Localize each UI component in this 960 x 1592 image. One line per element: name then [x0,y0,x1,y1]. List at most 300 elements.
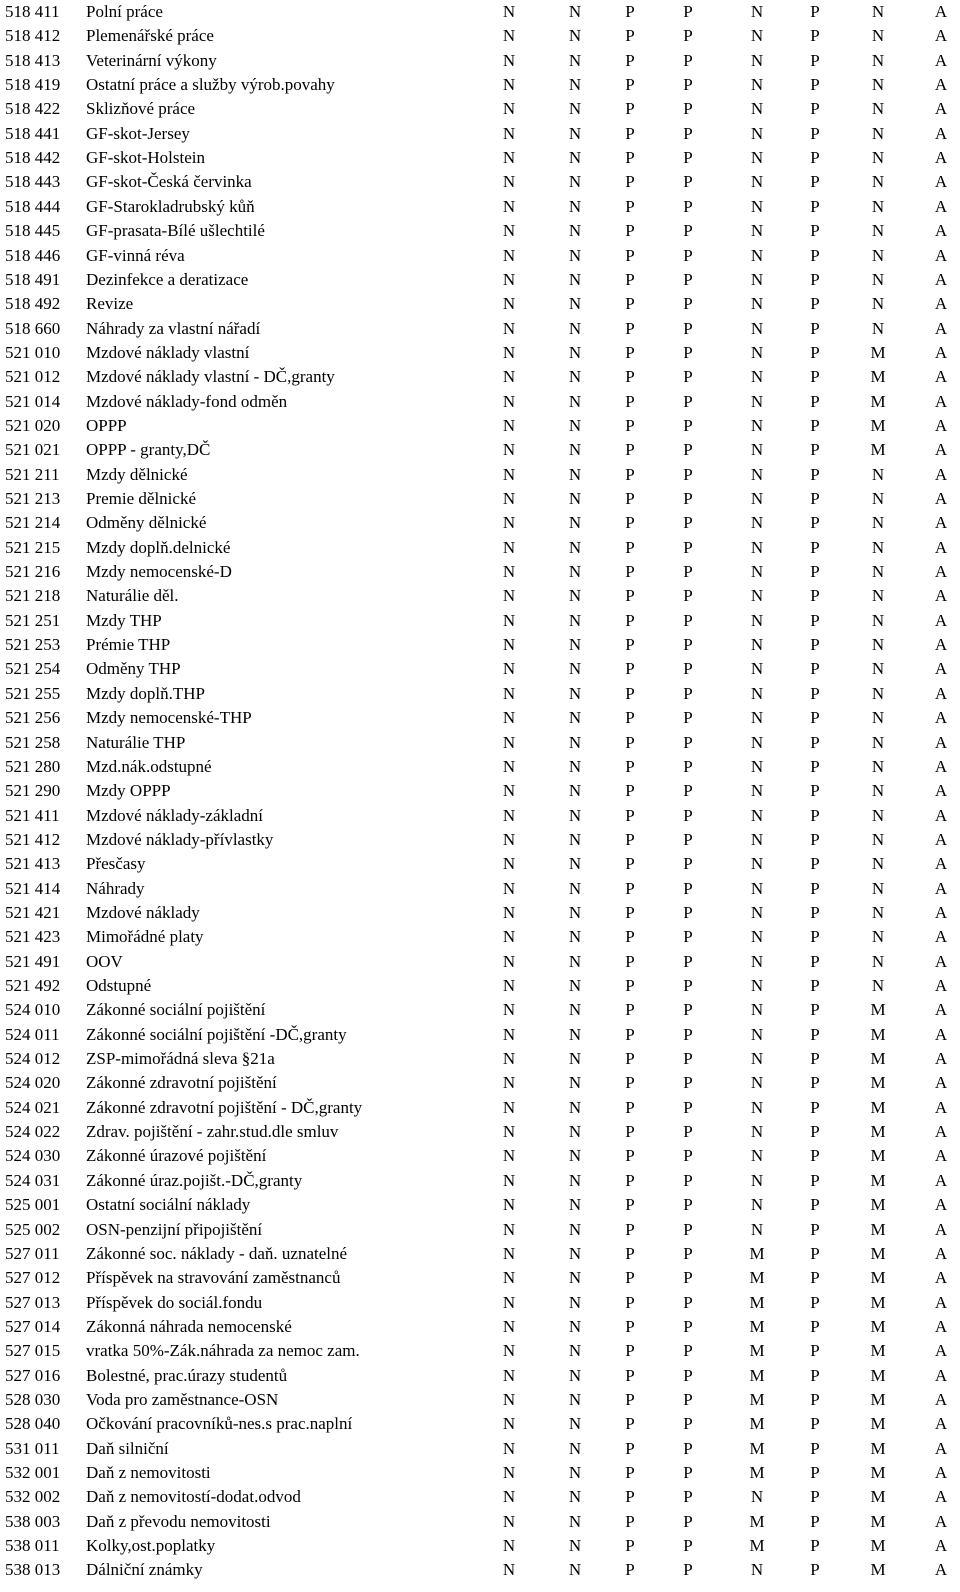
flag-cell: A [934,732,948,752]
flag-cell: P [683,1292,693,1312]
flag-cell: N [568,367,582,387]
flag-cell: N [568,708,582,728]
flag-cell: N [750,294,764,314]
flag-cell: N [502,1316,516,1336]
flag-cell: N [871,635,885,655]
flag-cell: P [810,99,820,119]
table-row [0,1218,960,1242]
flag-cell: N [568,440,582,460]
flag-cell: M [749,1511,765,1531]
flag-cell: N [871,829,885,849]
flag-cell: P [810,1536,820,1556]
account-description: Dálniční známky [86,1560,203,1580]
flag-cell: N [750,269,764,289]
flag-cell: A [934,562,948,582]
flag-cell: P [810,1243,820,1263]
flag-cell: N [568,902,582,922]
account-number: 518 492 [5,294,61,314]
flag-cell: N [502,659,516,679]
table-row [0,560,960,584]
flag-cell: N [502,391,516,411]
flag-cell: P [683,318,693,338]
flag-cell: N [502,1365,516,1385]
flag-cell: N [750,464,764,484]
account-number: 521 218 [5,586,61,606]
flag-cell: M [749,1268,765,1288]
table-row [0,901,960,925]
flag-cell: N [568,342,582,362]
account-description: Očkování pracovníků-nes.s prac.naplní [86,1414,353,1434]
flag-cell: P [810,391,820,411]
flag-cell: P [625,854,635,874]
flag-cell: A [934,976,948,995]
flag-cell: N [750,26,764,46]
flag-cell: A [934,1463,948,1482]
flag-cell: N [502,489,516,508]
flag-cell: P [810,708,820,728]
flag-cell: P [625,1000,635,1020]
flag-cell: N [871,123,885,143]
flag-cell: N [871,148,885,168]
table-row [0,877,960,901]
account-description: Zákonné zdravotní pojištění - DČ,granty [86,1097,363,1117]
flag-cell: N [502,1536,516,1556]
flag-cell: N [502,318,516,338]
flag-cell: N [502,708,516,728]
flag-cell: P [683,708,693,728]
flag-cell: N [502,221,516,241]
flag-cell: P [810,269,820,289]
account-number: 538 013 [5,1560,61,1580]
flag-cell: P [810,1438,820,1458]
flag-cell: P [683,854,693,874]
flag-cell: N [568,245,582,265]
flag-cell: P [810,586,820,606]
account-number: 532 002 [5,1487,61,1507]
flag-cell: N [871,537,885,557]
flag-cell: N [750,781,764,801]
account-description: Naturálie děl. [86,586,179,606]
account-number: 527 015 [5,1341,61,1361]
flag-cell: P [810,1511,820,1531]
account-description: Voda pro zaměstnance-OSN [86,1389,279,1409]
account-description: Veterinární výkony [86,50,217,70]
flag-cell: N [871,586,885,606]
table-row [0,950,960,974]
flag-cell: N [750,537,764,557]
flag-cell: N [502,1268,516,1288]
flag-cell: P [625,75,635,95]
flag-cell: N [502,294,516,314]
flag-cell: N [750,1000,764,1020]
table-row [0,195,960,219]
flag-cell: N [750,245,764,265]
flag-cell: P [683,635,693,655]
account-description: Příspěvek do sociál.fondu [86,1292,263,1312]
flag-cell: N [568,610,582,630]
flag-cell: P [625,99,635,119]
flag-cell: A [934,1097,948,1117]
flag-cell: N [502,172,516,192]
account-number: 521 214 [5,513,61,533]
account-number: 518 442 [5,148,61,168]
flag-cell: P [810,854,820,874]
account-description: Daň z nemovitosti [86,1463,211,1482]
table-row [0,682,960,706]
flag-cell: M [749,1463,765,1482]
flag-cell: A [934,1073,948,1093]
flag-cell: N [568,878,582,898]
flag-cell: N [502,464,516,484]
table-row [0,609,960,633]
flag-cell: P [810,976,820,995]
flag-cell: P [810,318,820,338]
flag-cell: A [934,26,948,46]
flag-cell: N [750,683,764,703]
account-number: 521 255 [5,683,61,703]
flag-cell: N [750,1146,764,1166]
flag-cell: P [625,1195,635,1215]
flag-cell: N [502,1170,516,1190]
flag-cell: N [750,367,764,387]
account-description: Zákonné sociální pojištění [86,1000,266,1020]
flag-cell: A [934,854,948,874]
flag-cell: P [625,1560,635,1580]
table-row [0,731,960,755]
flag-cell: A [934,902,948,922]
account-number: 518 412 [5,26,61,46]
account-description: Ostatní práce a služby výrob.povahy [86,75,335,95]
flag-cell: M [870,391,886,411]
flag-cell: N [502,1024,516,1044]
flag-cell: P [625,50,635,70]
flag-cell: N [871,75,885,95]
flag-cell: P [810,367,820,387]
account-number: 521 020 [5,415,61,435]
account-description: Mzdové náklady vlastní [86,342,250,362]
flag-cell: N [568,1219,582,1239]
flag-cell: P [625,1170,635,1190]
account-description: ZSP-mimořádná sleva §21a [86,1049,275,1069]
flag-cell: A [934,1170,948,1190]
flag-cell: P [683,1122,693,1142]
flag-cell: N [871,659,885,679]
flag-cell: P [683,1097,693,1117]
flag-cell: P [625,1073,635,1093]
flag-cell: N [502,342,516,362]
flag-cell: P [683,172,693,192]
flag-cell: N [502,1389,516,1409]
flag-cell: N [502,1243,516,1263]
account-description: Mzdy dělnické [86,464,188,484]
flag-cell: N [750,732,764,752]
flag-cell: P [625,805,635,825]
flag-cell: N [750,610,764,630]
flag-cell: P [625,951,635,971]
flag-cell: M [870,1219,886,1239]
flag-cell: A [934,1560,948,1580]
flag-cell: N [568,854,582,874]
account-number: 521 491 [5,951,61,971]
flag-cell: P [810,489,820,508]
table-row [0,122,960,146]
flag-cell: N [750,756,764,776]
account-description: Premie dělnické [86,489,196,508]
flag-cell: N [871,221,885,241]
flag-cell: P [683,391,693,411]
flag-cell: M [870,1463,886,1482]
flag-cell: P [625,123,635,143]
flag-cell: A [934,1316,948,1336]
flag-cell: P [810,415,820,435]
flag-cell: N [871,2,885,21]
table-row [0,49,960,73]
account-description: Náhrady [86,878,145,898]
flag-cell: P [810,683,820,703]
flag-cell: P [810,659,820,679]
flag-cell: M [870,342,886,362]
account-number: 521 280 [5,756,61,776]
flag-cell: N [568,1122,582,1142]
account-description: Mzdové náklady-fond odměn [86,391,288,411]
account-number: 521 290 [5,781,61,801]
flag-cell: N [750,513,764,533]
flag-cell: P [625,732,635,752]
flag-cell: M [870,1536,886,1556]
account-number: 527 012 [5,1268,61,1288]
flag-cell: P [625,1243,635,1263]
flag-cell: N [568,1170,582,1190]
flag-cell: N [502,1122,516,1142]
table-row [0,852,960,876]
flag-cell: M [870,1414,886,1434]
flag-cell: P [683,610,693,630]
flag-cell: A [934,1487,948,1507]
flag-cell: P [625,1292,635,1312]
flag-cell: P [810,1316,820,1336]
flag-cell: P [683,415,693,435]
flag-cell: M [870,1122,886,1142]
flag-cell: N [750,2,764,21]
account-description: Bolestné, prac.úrazy studentů [86,1365,288,1385]
flag-cell: P [810,172,820,192]
flag-cell: P [810,1195,820,1215]
account-number: 521 211 [5,464,60,484]
flag-cell: N [502,1195,516,1215]
flag-cell: A [934,318,948,338]
flag-cell: A [934,1122,948,1142]
account-description: Zákonné úraz.pojišt.-DČ,granty [86,1170,303,1190]
flag-cell: P [810,1365,820,1385]
account-number: 518 444 [5,196,61,216]
flag-cell: N [750,659,764,679]
flag-cell: N [502,245,516,265]
flag-cell: M [870,1316,886,1336]
flag-cell: P [810,50,820,70]
account-description: Mzdy nemocenské-THP [86,708,252,728]
flag-cell: N [750,976,764,995]
flag-cell: P [683,464,693,484]
flag-cell: M [870,1560,886,1580]
flag-cell: P [625,513,635,533]
flag-cell: P [810,781,820,801]
flag-cell: N [871,756,885,776]
flag-cell: N [568,659,582,679]
flag-cell: N [750,854,764,874]
flag-cell: A [934,1365,948,1385]
account-description: Kolky,ost.poplatky [86,1536,216,1556]
flag-cell: N [502,1341,516,1361]
flag-cell: N [502,1146,516,1166]
flag-cell: P [810,26,820,46]
account-number: 521 253 [5,635,61,655]
account-description: Mzdy OPPP [86,781,171,801]
flag-cell: A [934,635,948,655]
flag-cell: P [625,1146,635,1166]
account-number: 521 492 [5,976,61,995]
table-row [0,1364,960,1388]
flag-cell: N [502,610,516,630]
flag-cell: P [810,610,820,630]
table-row [0,146,960,170]
flag-cell: N [502,75,516,95]
flag-cell: P [625,415,635,435]
account-number: 518 446 [5,245,61,265]
flag-cell: M [749,1243,765,1263]
account-description: Odstupné [86,976,152,995]
flag-cell: P [683,1365,693,1385]
flag-cell: N [750,221,764,241]
flag-cell: P [683,489,693,508]
flag-cell: P [810,927,820,947]
flag-cell: A [934,708,948,728]
flag-cell: M [870,1511,886,1531]
flag-cell: P [625,586,635,606]
table-row [0,1315,960,1339]
table-row [0,317,960,341]
flag-cell: N [502,586,516,606]
flag-cell: P [810,1463,820,1482]
flag-cell: A [934,1414,948,1434]
account-number: 527 014 [5,1316,61,1336]
table-row [0,365,960,389]
flag-cell: P [683,1511,693,1531]
table-row [0,1023,960,1047]
account-number: 521 213 [5,489,61,508]
flag-cell: M [870,415,886,435]
table-row [0,828,960,852]
flag-cell: N [568,1000,582,1020]
flag-cell: P [625,1341,635,1361]
flag-cell: P [683,1268,693,1288]
flag-cell: P [683,1243,693,1263]
flag-cell: P [683,537,693,557]
flag-cell: P [683,1536,693,1556]
account-description: Mzd.nák.odstupné [86,756,212,776]
account-number: 524 030 [5,1146,61,1166]
flag-cell: P [625,635,635,655]
flag-cell: M [870,1073,886,1093]
flag-cell: M [870,1341,886,1361]
flag-cell: N [871,805,885,825]
flag-cell: M [870,440,886,460]
flag-cell: N [568,294,582,314]
flag-cell: P [625,829,635,849]
flag-cell: P [810,342,820,362]
flag-cell: M [749,1316,765,1336]
table-row [0,219,960,243]
flag-cell: M [749,1536,765,1556]
account-number: 518 411 [5,2,60,21]
flag-cell: P [683,221,693,241]
flag-cell: N [568,318,582,338]
flag-cell: P [810,148,820,168]
flag-cell: P [625,878,635,898]
account-description: GF-skot-Holstein [86,148,205,168]
flag-cell: N [502,2,516,21]
flag-cell: N [502,1463,516,1482]
flag-cell: N [568,805,582,825]
flag-cell: M [870,1438,886,1458]
table-row [0,1096,960,1120]
flag-cell: P [625,1487,635,1507]
flag-cell: P [683,196,693,216]
flag-cell: P [810,221,820,241]
table-row [0,1169,960,1193]
account-description: vratka 50%-Zák.náhrada za nemoc zam. [86,1341,360,1361]
flag-cell: N [568,1146,582,1166]
flag-cell: N [502,1219,516,1239]
flag-cell: N [568,976,582,995]
flag-cell: N [750,391,764,411]
flag-cell: P [625,1414,635,1434]
flag-cell: N [568,50,582,70]
flag-cell: P [683,148,693,168]
flag-cell: A [934,951,948,971]
flag-cell: M [870,1389,886,1409]
flag-cell: N [750,342,764,362]
account-number: 518 660 [5,318,61,338]
flag-cell: P [810,1097,820,1117]
table-row [0,536,960,560]
flag-cell: P [625,245,635,265]
account-number: 521 256 [5,708,61,728]
account-description: OSN-penzijní připojištění [86,1219,263,1239]
flag-cell: P [683,829,693,849]
flag-cell: N [750,148,764,168]
flag-cell: P [810,1292,820,1312]
table-row [0,1144,960,1168]
account-description: Mzdy doplň.delnické [86,537,231,557]
account-number: 532 001 [5,1463,61,1482]
table-row [0,925,960,949]
flag-cell: A [934,805,948,825]
flag-cell: A [934,196,948,216]
account-description: Daň silniční [86,1438,169,1458]
flag-cell: P [810,123,820,143]
flag-cell: N [502,1049,516,1069]
account-description: Odměny THP [86,659,181,679]
flag-cell: M [749,1389,765,1409]
flag-cell: N [568,1341,582,1361]
table-row [0,1120,960,1144]
account-description: OPPP [86,415,127,435]
flag-cell: P [810,635,820,655]
flag-cell: P [810,1073,820,1093]
flag-cell: N [568,489,582,508]
flag-cell: N [871,854,885,874]
flag-cell: P [810,1000,820,1020]
